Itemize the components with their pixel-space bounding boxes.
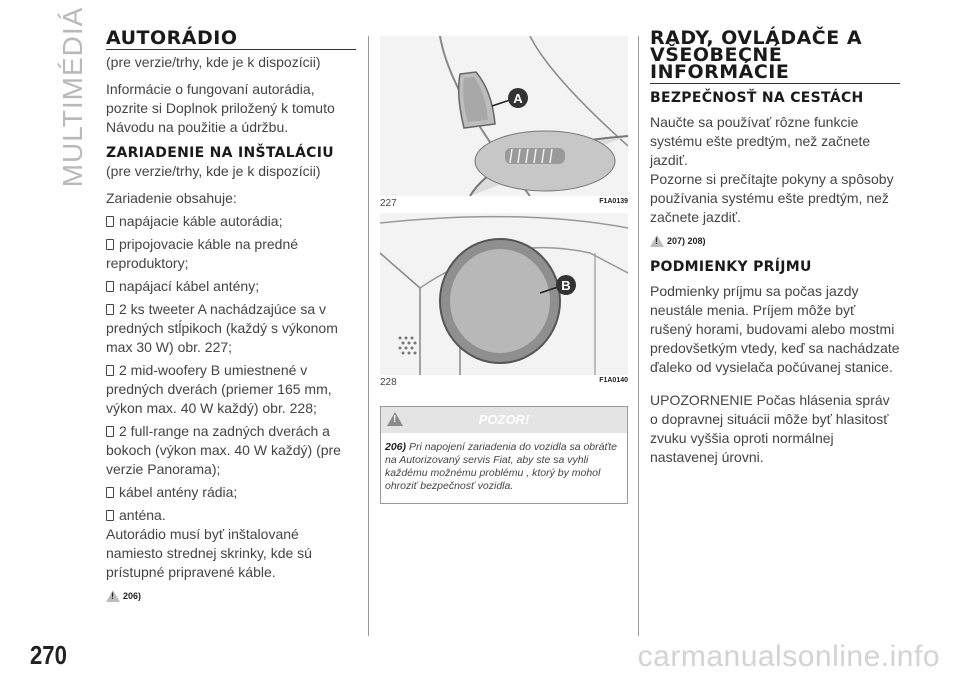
paragraph: Autorádio musí byť inštalované namiesto strednej skrinky, kde sú prístupné pripravené káble. (106, 526, 312, 580)
figure-caption (380, 377, 628, 388)
warning-header (381, 407, 627, 433)
column-divider-1 (368, 36, 369, 636)
figure-code: F1A0139 (599, 198, 628, 205)
list-item: kábel antény rádia; (106, 483, 356, 502)
list-item: 2 mid-woofery B umiestnené v predných dverách (priemer 165 mm, výkon max. 40 W každý) obr. 228; (106, 362, 332, 416)
paragraph: (pre verzie/trhy, kde je k dispozícii) (106, 163, 321, 179)
page-number: 270 (30, 640, 67, 670)
figure-number: 227 (380, 198, 397, 209)
heading-road-safety: BEZPEČNOSŤ NA CESTÁCH (650, 90, 864, 106)
column-3 (650, 27, 900, 467)
checkbox-bullet-icon (106, 304, 114, 315)
checkbox-bullet-icon (106, 239, 114, 250)
figure-number: 228 (380, 377, 397, 388)
paragraph: UPOZORNENIE Počas hlásenia správ o dopravnej situácii môže byť hlasitosť zvuku vyššia oproti normálnej nastavenej úrovni. (650, 392, 890, 465)
paragraph: Informácie o fungovaní autorádia, pozrite si Doplnok priložený k tomuto Návodu na použitie a údržbu. (106, 81, 335, 135)
warning-title: POZOR! (478, 412, 530, 427)
air-vent-slats (505, 148, 565, 164)
warning-reference[interactable]: ! 207) 208) (650, 235, 900, 247)
callout-label-a: A (513, 91, 523, 106)
dashboard-tweeter-illustration (380, 36, 628, 196)
warning-triangle-icon (387, 412, 403, 426)
checkbox-bullet-icon (106, 216, 114, 227)
paragraph: (pre verzie/trhy, kde je k dispozícii) (106, 54, 321, 70)
warning-box (380, 406, 628, 504)
figure-228 (380, 213, 628, 375)
warning-text: 206) Pri napojení zariadenia do vozidla sa obráťte na Autorizovaný servis Fiat, aby ste sa vyhli každému možnému problému , ktorý by mohol ohroziť bezpečnosť vozidla. (385, 441, 617, 492)
figure-code: F1A0140 (599, 377, 628, 384)
paragraph: Podmienky príjmu sa počas jazdy neustále menia. Príjem môže byť rušený horami, budovami alebo mostmi predovšetkým vtedy, keď sa nachádzate ďaleko od vysielača počúvanej stanice. (650, 283, 900, 375)
heading-reception: PODMIENKY PRÍJMU (650, 259, 812, 275)
checkbox-bullet-icon (106, 365, 114, 376)
heading-installation: ZARIADENIE NA INŠTALÁCIU (106, 145, 334, 161)
paragraph: Zariadenie obsahuje: (106, 190, 237, 206)
checkbox-bullet-icon (106, 487, 114, 498)
watermark: carmanualsonline.info (637, 640, 940, 673)
checkbox-bullet-icon (106, 281, 114, 292)
list-item: 2 full-range na zadných dverách a bokoch (výkon max. 40 W každý) (pre verzie Panorama); (106, 423, 341, 477)
list-item: napájací kábel antény; (106, 277, 356, 296)
callout-label-b: B (561, 278, 571, 293)
section-title: MULTIMÉDIÁ (57, 6, 88, 188)
section-title-vertical (57, 6, 88, 188)
figure-caption (380, 198, 628, 209)
warning-triangle-icon (106, 590, 120, 602)
figure-227 (380, 36, 628, 196)
warning-triangle-icon (650, 235, 664, 247)
checkbox-bullet-icon (106, 426, 114, 437)
paragraph: Pozorne si prečítajte pokyny a spôsoby používania systému ešte predtým, než začnete jazdiť. (650, 171, 894, 225)
door-woofer-illustration (380, 213, 628, 375)
list-item: pripojovacie káble na predné reproduktory; (106, 236, 299, 271)
heading-autoradio: AUTORÁDIO (106, 30, 356, 50)
column-divider-2 (638, 36, 639, 636)
column-2 (380, 36, 628, 504)
heading-advice: RADY, OVLÁDAČE A VŠEOBECNÉ INFORMÁCIE (650, 30, 900, 84)
paragraph: Naučte sa používať rôzne funkcie systému ešte predtým, než začnete jazdiť. (650, 114, 871, 168)
list-item: napájacie káble autorádia; (106, 212, 356, 231)
list-item: 2 ks tweeter A nachádzajúce sa v predných stĺpikoch (každý s výkonom max 30 W) obr. 227; (106, 301, 338, 355)
column-1 (106, 27, 356, 602)
warning-reference[interactable]: ! 206) (106, 590, 356, 602)
list-item: anténa. (106, 506, 356, 525)
checkbox-bullet-icon (106, 510, 114, 521)
